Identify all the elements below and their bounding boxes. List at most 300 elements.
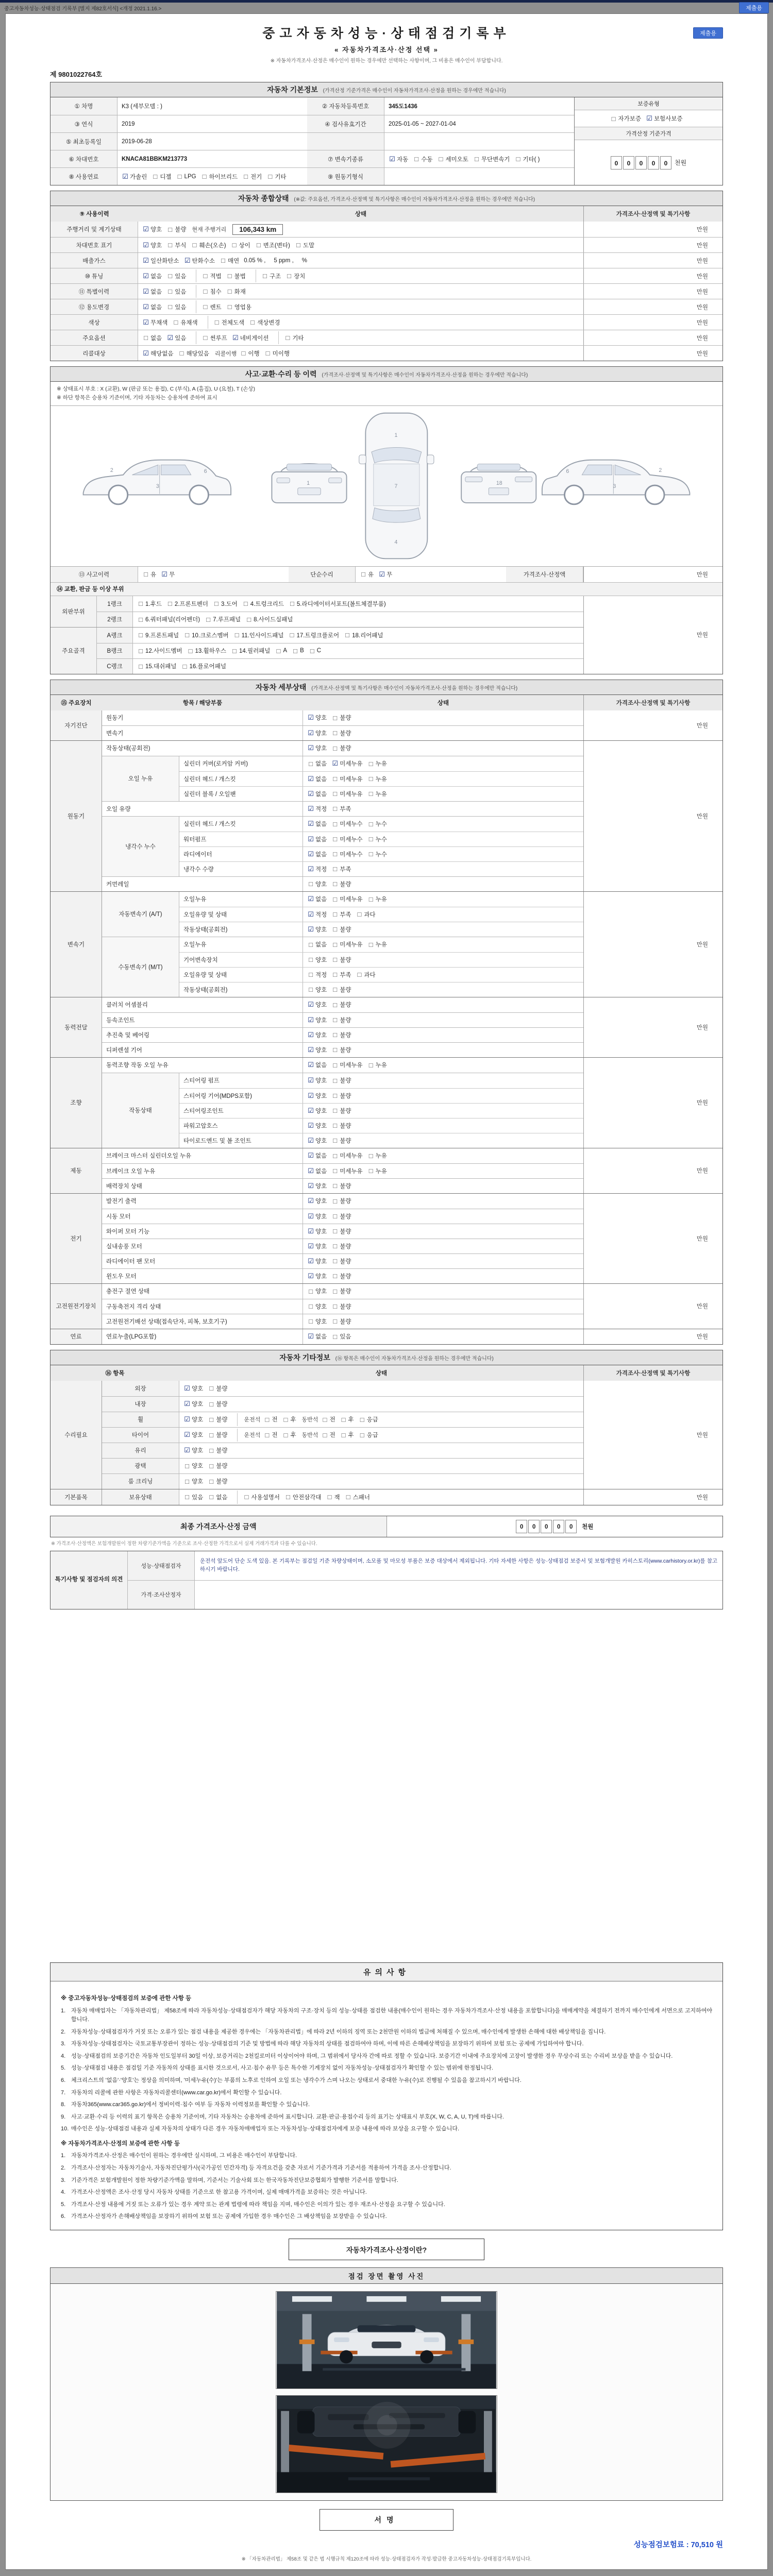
option-checkbox[interactable] [184,257,215,265]
option-checkbox[interactable] [201,287,221,296]
option-checkbox[interactable] [340,1431,354,1439]
etc-item-label: 외장 [102,1381,179,1396]
option-checkbox[interactable] [183,1477,203,1485]
state-checkbox[interactable] [307,1151,327,1160]
rank-panel-list [133,596,583,612]
state-checkbox[interactable] [307,865,327,873]
item-name: 실린더 커버(로커암 커버) [179,756,303,771]
notice-item-text: 성능·상태점검 내용은 점검일 기준 자동차의 상태를 표시한 것으로서, 사고·침수 유무 등은 특수한 기계장치 없이 자동차성능·상태점검자가 확인할 수 있는 범위에 한정됩니다. [71,2065,493,2072]
option-checkbox[interactable] [142,257,179,265]
option-label: 구조 [269,273,281,280]
use-history-state [138,299,583,314]
empty-box-icon: □ [309,1317,313,1326]
state-checkbox[interactable] [331,986,351,994]
option-checkbox[interactable] [285,272,305,280]
state-checkbox[interactable] [331,1016,351,1024]
option-label: 불량 [340,1273,351,1280]
state-checkbox[interactable] [331,1242,351,1250]
item-name: 오일 유량 [102,802,303,816]
option-checkbox[interactable] [220,257,239,265]
empty-box-icon: □ [227,272,232,280]
state-checkbox[interactable] [307,744,327,752]
panel-checkbox[interactable] [233,631,284,639]
option-checkbox[interactable] [295,241,314,249]
state-checkbox[interactable] [307,820,327,828]
panel-checkbox[interactable] [288,631,339,639]
state-checkbox[interactable] [331,1151,362,1160]
device-item-row [179,1103,583,1118]
option-label: 양호 [315,730,327,737]
state-checkbox[interactable] [331,1046,351,1054]
option-checkbox[interactable] [284,1493,322,1501]
empty-box-icon: □ [309,940,313,948]
option-checkbox[interactable] [263,1415,277,1423]
option-checkbox[interactable] [266,173,286,181]
empty-box-icon: □ [333,880,338,888]
option-checkbox[interactable] [389,155,408,163]
section-title: 자동차 종합상태 [238,194,289,202]
panel-checkbox[interactable] [187,647,226,655]
state-checkbox[interactable] [307,759,327,768]
state-checkbox[interactable] [331,1137,351,1145]
state-checkbox[interactable] [331,925,351,934]
option-checkbox[interactable] [152,173,171,181]
option-checkbox[interactable] [208,1384,227,1393]
empty-box-icon: □ [153,173,158,180]
state-checkbox[interactable] [331,1001,351,1009]
state-checkbox[interactable] [307,1001,327,1009]
checked-box-icon: ☑ [143,225,149,233]
option-checkbox[interactable] [514,155,540,163]
option-checkbox[interactable] [201,334,227,342]
option-checkbox[interactable] [340,1415,354,1423]
state-checkbox[interactable] [367,1167,387,1175]
option-checkbox[interactable] [473,155,510,163]
state-checkbox[interactable] [331,940,362,948]
state-checkbox[interactable] [307,1107,327,1115]
state-checkbox[interactable] [307,1242,327,1250]
state-checkbox[interactable] [331,895,362,903]
state-checkbox[interactable] [307,1302,327,1311]
etc-group-label: 기본품목 [51,1489,102,1505]
panel-checkbox[interactable] [344,631,383,639]
option-checkbox[interactable] [284,334,304,342]
state-checkbox[interactable] [331,820,362,828]
option-checkbox[interactable] [208,1446,227,1454]
state-checkbox[interactable] [307,986,327,994]
option-checkbox[interactable] [176,173,196,180]
state-checkbox[interactable] [331,850,362,858]
option-checkbox[interactable] [172,318,197,327]
option-checkbox[interactable] [142,349,173,358]
state-checkbox[interactable] [307,1046,327,1054]
option-checkbox[interactable] [345,1493,370,1501]
empty-box-icon: □ [333,790,338,798]
option-label: 양호 [315,1228,327,1235]
state-checkbox[interactable] [307,1317,327,1326]
option-checkbox[interactable] [183,1446,203,1454]
option-checkbox[interactable] [122,173,147,181]
state-checkbox[interactable] [307,790,327,798]
device-group [51,740,722,891]
item-name: 고전원전기배선 상태(접속단자, 피복, 보호기구) [102,1314,303,1329]
option-checkbox[interactable] [142,334,162,342]
state-checkbox[interactable] [331,835,362,843]
state-checkbox[interactable] [307,925,327,934]
state-checkbox[interactable] [331,956,351,964]
option-label: 적정 [315,911,327,918]
option-checkbox[interactable] [166,241,186,249]
item-state [303,907,583,922]
state-checkbox[interactable] [307,729,327,737]
state-checkbox[interactable] [367,895,387,903]
item-name: 디퍼렌셜 기어 [102,1043,303,1057]
etc-item-state [179,1397,583,1412]
option-checkbox[interactable] [321,1415,335,1423]
use-history-label: 색상 [51,315,138,330]
state-checkbox[interactable] [307,940,327,948]
rank-groups [51,596,583,674]
etc-groups [51,1381,722,1505]
option-checkbox[interactable] [201,303,221,311]
empty-box-icon: □ [368,775,373,783]
empty-box-icon: □ [333,805,338,813]
option-checkbox[interactable] [183,1415,203,1423]
state-checkbox[interactable] [367,820,387,828]
option-label: 불량 [340,1138,351,1144]
section-header [50,1350,723,1365]
panel-checkbox[interactable] [137,662,176,670]
option-checkbox[interactable] [378,570,392,579]
state-checkbox[interactable] [331,1197,351,1205]
vin-value: KNACA81BBKM213773 [122,156,188,162]
option-checkbox[interactable] [183,1400,203,1408]
state-checkbox[interactable] [307,1137,327,1145]
rank-group [51,627,583,674]
item-name: 작동상태(공회전) [179,922,303,937]
option-checkbox[interactable] [226,303,251,311]
field-label: ② 자동차등록번호 [307,97,384,115]
panel-checkbox[interactable] [137,631,179,639]
inspection-photo-front-lift [276,2291,497,2389]
inline-label: 운전석 [244,1432,261,1439]
state-checkbox[interactable] [307,1167,327,1175]
state-checkbox[interactable] [331,1212,351,1221]
option-checkbox[interactable] [142,303,162,311]
state-checkbox[interactable] [356,910,375,919]
option-label: 2.프론트펜더 [174,601,208,607]
notice-item-text: 자동차 매매업자는 「자동차관리법」 제58조에 따라 자동차성능·상태점검자가 해당 자동차의 구조·장치 등의 성능·상태를 점검한 내용(매수인이 원하는 경우 자동차가격조사·산정 내용을 포함합니다)을 매매계약을 체결하기 전까지 매수인에게 서면으로 고지하여야 합니다. [71,2007,712,2023]
empty-box-icon: □ [139,647,143,655]
panel-checkbox[interactable] [137,615,200,623]
state-checkbox[interactable] [367,835,387,843]
divider [278,331,279,344]
option-checkbox[interactable] [646,114,683,123]
empty-box-icon: □ [333,820,338,828]
state-checkbox[interactable] [307,835,327,843]
option-checkbox[interactable] [231,241,250,249]
state-checkbox[interactable] [307,1061,327,1069]
option-checkbox[interactable] [183,1493,203,1501]
option-label: 누유 [375,761,387,768]
section-note: (⑯ 항목은 매수인이 자동차가격조사·산정을 원하는 경우에만 적습니다) [335,1355,494,1362]
option-checkbox[interactable] [191,241,226,249]
option-label: 18.리어패널 [352,632,383,639]
empty-box-icon: □ [333,895,338,903]
value-box: 106,343 km [232,224,283,235]
state-checkbox[interactable] [367,790,387,798]
state-checkbox[interactable] [331,729,351,737]
etc-row [102,1381,583,1396]
option-checkbox[interactable] [263,1431,277,1439]
option-label: 과다 [364,911,376,918]
state-checkbox[interactable] [367,759,387,768]
option-checkbox[interactable] [201,272,221,280]
state-checkbox[interactable] [307,714,327,722]
state-checkbox[interactable] [307,1122,327,1130]
rank-name: 2랭크 [97,612,133,627]
option-checkbox[interactable] [437,155,468,163]
state-checkbox[interactable] [307,850,327,858]
option-checkbox[interactable] [142,318,167,327]
option-checkbox[interactable] [161,570,175,579]
state-checkbox[interactable] [367,940,387,948]
option-checkbox[interactable] [242,173,262,181]
option-label: 안전삼각대 [292,1494,322,1501]
option-label: 불법 [234,273,246,280]
option-checkbox[interactable] [142,225,162,233]
panel-checkbox[interactable] [231,647,270,655]
notice-item-number: 1. [61,2007,66,2014]
empty-box-icon: □ [177,173,182,180]
use-history-row [51,283,722,299]
state-checkbox[interactable] [307,1212,327,1221]
state-checkbox[interactable] [331,1317,351,1326]
state-checkbox[interactable] [331,910,351,919]
price-cell: 만원 [583,997,722,1057]
rank-category-label: 주요골격 [51,628,97,674]
state-checkbox[interactable] [331,1107,351,1115]
state-checkbox[interactable] [367,1061,387,1069]
state-checkbox[interactable] [331,1031,351,1039]
state-checkbox[interactable] [331,775,362,783]
rank-panel-list [133,612,583,627]
panel-checkbox[interactable] [289,600,386,608]
option-checkbox[interactable] [213,318,244,327]
option-checkbox[interactable] [201,173,238,181]
state-checkbox[interactable] [307,1182,327,1190]
state-checkbox[interactable] [331,865,351,873]
option-checkbox[interactable] [166,272,186,280]
option-checkbox[interactable] [166,225,186,233]
state-checkbox[interactable] [331,1092,351,1100]
notice-item [61,2076,712,2086]
state-checkbox[interactable] [307,1272,327,1280]
state-checkbox[interactable] [331,1076,351,1084]
state-checkbox[interactable] [307,910,327,919]
item-name: 실내송풍 모터 [102,1239,303,1253]
option-checkbox[interactable] [282,1415,296,1423]
state-checkbox[interactable] [331,1332,351,1341]
state-checkbox[interactable] [307,1227,327,1235]
price-cell: 만원 [583,1489,722,1505]
option-checkbox[interactable] [208,1415,227,1423]
option-checkbox[interactable] [240,349,259,358]
item-state [303,772,583,786]
price-cell: 만원 [583,741,722,891]
submit-badge-button[interactable]: 제출용 [693,27,723,39]
state-checkbox[interactable] [331,759,362,768]
option-checkbox[interactable] [166,287,186,296]
option-checkbox[interactable] [208,1477,227,1485]
state-checkbox[interactable] [307,1287,327,1295]
panel-checkbox[interactable] [181,662,226,670]
state-checkbox[interactable] [331,971,351,979]
state-checkbox[interactable] [307,956,327,964]
option-checkbox[interactable] [183,1384,203,1393]
checked-box-icon: ☑ [308,925,314,933]
state-checkbox[interactable] [307,1031,327,1039]
panel-checkbox[interactable] [213,600,238,608]
device-group-label: 제동 [51,1148,102,1193]
state-checkbox[interactable] [331,714,351,722]
state-checkbox[interactable] [331,1287,351,1295]
state-checkbox[interactable] [307,1016,327,1024]
notice-item [61,2040,712,2049]
device-item-row [179,786,583,801]
state-checkbox[interactable] [331,805,351,813]
state-checkbox[interactable] [331,1122,351,1130]
option-checkbox[interactable] [226,272,246,280]
option-label: 유채색 [180,319,198,326]
state-code-legend [51,382,722,406]
option-label: 미세누유 [340,791,363,798]
option-checkbox[interactable] [326,1493,340,1501]
option-checkbox[interactable] [183,1462,203,1470]
warranty-checkbox-group [575,110,722,127]
state-checkbox[interactable] [367,1151,387,1160]
option-checkbox[interactable] [610,114,641,123]
divider [237,1490,238,1504]
option-checkbox[interactable] [178,349,209,358]
option-checkbox[interactable] [360,570,374,579]
option-label: 가솔린 [130,174,147,180]
state-checkbox[interactable] [331,1167,362,1175]
option-checkbox[interactable] [208,1493,227,1501]
option-label: 변조(변타) [263,242,290,249]
option-checkbox[interactable] [232,334,269,342]
state-checkbox[interactable] [331,744,351,752]
option-checkbox[interactable] [166,334,186,342]
state-checkbox[interactable] [307,805,327,813]
state-checkbox[interactable] [307,775,327,783]
etc-item-label: 보유상태 [102,1489,179,1505]
option-checkbox[interactable] [255,241,290,249]
panel-checkbox[interactable] [309,647,321,655]
state-checkbox[interactable] [356,971,375,979]
state-checkbox[interactable] [307,880,327,888]
option-checkbox[interactable] [142,570,156,579]
inline-value: 0.05 % , [244,257,266,264]
option-label: 네비게이션 [240,335,269,342]
state-checkbox[interactable] [331,880,351,888]
option-checkbox[interactable] [359,1415,378,1423]
empty-box-icon: □ [357,971,362,979]
state-checkbox[interactable] [367,850,387,858]
amount-digit-box: 0 [635,156,647,170]
option-checkbox[interactable] [142,287,162,296]
option-checkbox[interactable] [243,1493,280,1501]
option-label: 부식 [175,242,187,249]
empty-box-icon: □ [139,662,143,670]
option-checkbox[interactable] [208,1462,227,1470]
option-checkbox[interactable] [264,349,290,358]
option-checkbox[interactable] [413,155,432,163]
device-group-label: 전기 [51,1194,102,1283]
state-checkbox[interactable] [367,775,387,783]
state-checkbox[interactable] [307,1197,327,1205]
option-label: 9.프론트패널 [145,632,179,639]
panel-checkbox[interactable] [166,600,208,608]
state-checkbox[interactable] [331,1061,362,1069]
option-checkbox[interactable] [359,1431,378,1439]
panel-checkbox[interactable] [183,631,229,639]
option-checkbox[interactable] [282,1431,296,1439]
option-checkbox[interactable] [208,1400,227,1408]
document-header [50,21,723,64]
etc-row [102,1412,583,1427]
panel-checkbox[interactable] [245,615,293,623]
panel-checkbox[interactable] [275,647,287,655]
panel-checkbox[interactable] [242,600,284,608]
state-checkbox[interactable] [307,895,327,903]
state-checkbox[interactable] [307,1332,327,1341]
item-state [303,756,583,771]
option-checkbox[interactable] [142,272,162,280]
checked-box-icon: ☑ [389,155,395,163]
state-checkbox[interactable] [307,971,327,979]
state-checkbox[interactable] [307,1257,327,1265]
state-checkbox[interactable] [307,1092,327,1100]
state-checkbox[interactable] [331,1182,351,1190]
column-header: 항목 / 해당부품 [102,695,303,710]
panel-checkbox[interactable] [137,647,182,655]
option-checkbox[interactable] [249,318,280,327]
option-checkbox[interactable] [321,1431,335,1439]
notice-list [61,2151,712,2222]
panel-checkbox[interactable] [137,600,162,608]
submit-badge-button[interactable]: 제출용 [739,2,769,13]
footer-note: ※ 「자동차관리법」 제58조 및 같은 법 시행규칙 제120조에 따라 성능·상태점검자가 작성·발급한 중고자동차성능·상태점검기록부입니다. [241,2556,532,2562]
option-checkbox[interactable] [142,241,162,249]
panel-checkbox[interactable] [292,647,304,655]
state-checkbox[interactable] [331,1302,351,1311]
state-checkbox[interactable] [331,790,362,798]
panel-checkbox[interactable] [205,615,241,623]
option-checkbox[interactable] [208,1431,227,1439]
empty-box-icon: □ [341,1415,346,1423]
state-checkbox[interactable] [331,1257,351,1265]
option-label: 미세누수 [340,836,363,843]
detail-condition-table [50,695,723,1345]
option-checkbox[interactable] [261,272,281,280]
state-checkbox[interactable] [331,1227,351,1235]
option-checkbox[interactable] [166,303,186,311]
option-checkbox[interactable] [183,1431,203,1439]
state-checkbox[interactable] [331,1272,351,1280]
state-checkbox[interactable] [307,1076,327,1084]
option-checkbox[interactable] [226,287,246,296]
